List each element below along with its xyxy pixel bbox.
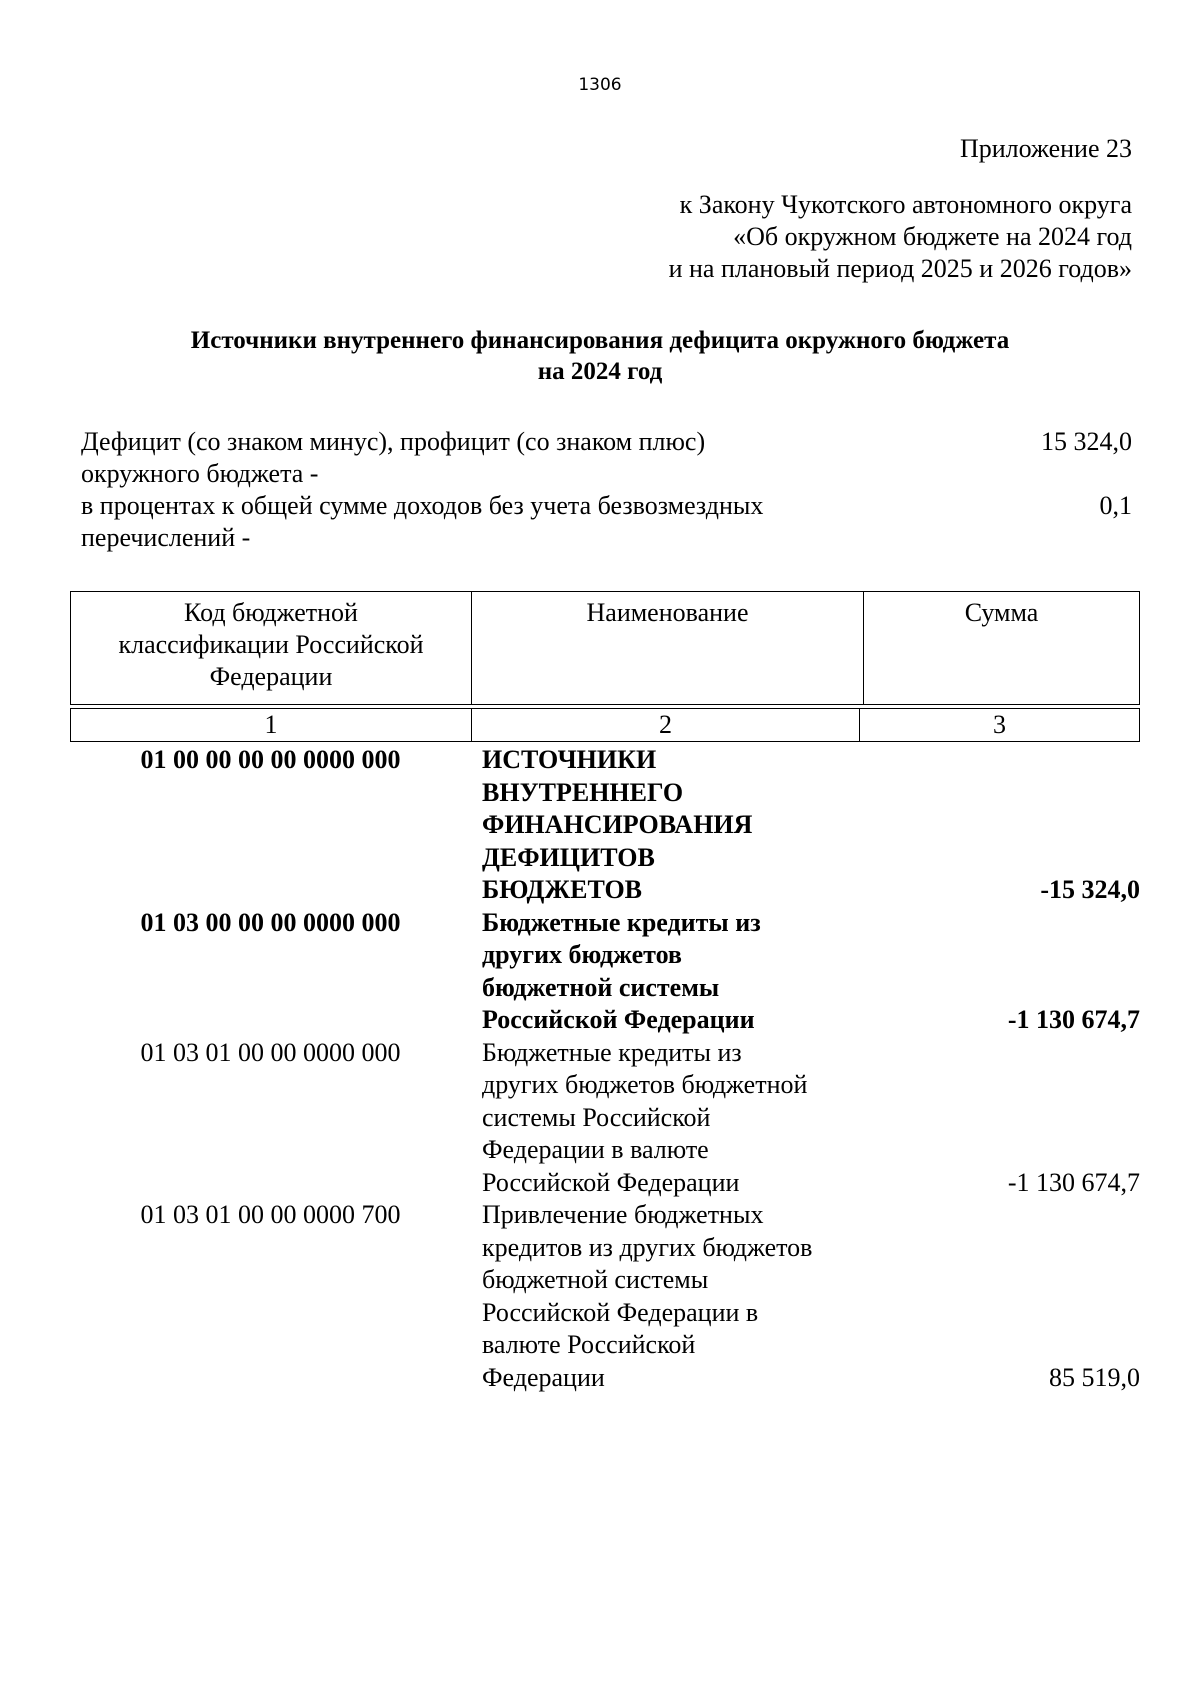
row-code: 01 03 01 00 00 0000 700 [140, 1200, 401, 1229]
header-code-column [71, 592, 472, 704]
row-name-line: Бюджетные кредиты из [482, 1037, 742, 1067]
row-name-line: ВНУТРЕННЕГО [482, 777, 684, 807]
row-code: 01 00 00 00 00 0000 000 [140, 745, 401, 774]
header-line: Наименование [586, 598, 749, 627]
document-title [0, 325, 1200, 387]
appendix-label: Приложение 23 [959, 134, 1132, 163]
row-name-line: ФИНАНСИРОВАНИЯ [482, 810, 753, 839]
row-code: 01 03 01 00 00 0000 000 [140, 1037, 401, 1067]
row-amount: -1 130 674,7 [1007, 1005, 1140, 1034]
title-line: на 2024 год [537, 358, 663, 385]
header-line: классификации Российской [118, 630, 424, 659]
row-name-line: Российской Федерации в [482, 1297, 759, 1327]
table-row [70, 744, 1140, 907]
row-name [482, 1037, 862, 1200]
row-name-line: Федерации в валюте [482, 1135, 709, 1164]
row-name-line: системы Российской [482, 1102, 711, 1132]
column-number: 3 [993, 710, 1006, 739]
header-name-column [472, 592, 864, 704]
summary-label-line: в процентах к общей сумме доходов без учета безвозмездных [81, 491, 764, 520]
row-name-line: бюджетной системы [482, 1265, 709, 1294]
page-number: 1306 [578, 75, 622, 95]
row-name-line: ДЕФИЦИТОВ [482, 842, 655, 872]
row-name [482, 1199, 862, 1394]
row-amount: -1 130 674,7 [1007, 1167, 1140, 1197]
summary-deficit-label [81, 426, 841, 490]
summary-label-line: перечислений - [81, 523, 251, 552]
table-body [70, 744, 1140, 1394]
row-name-line: Бюджетные кредиты из [482, 907, 761, 937]
row-name-line: Привлечение бюджетных [482, 1200, 764, 1229]
table-header [70, 591, 1140, 705]
law-line: к Закону Чукотского автономного округа [679, 190, 1132, 219]
row-name-line: Российской Федерации [482, 1167, 740, 1197]
law-line: «Об окружном бюджете на 2024 год [733, 222, 1132, 251]
title-line: Источники внутреннего финансирования дефицита окружного бюджета [190, 327, 1010, 354]
row-name-line: ИСТОЧНИКИ [482, 745, 657, 774]
row-code: 01 03 00 00 00 0000 000 [140, 907, 401, 937]
table-row [70, 1199, 1140, 1394]
header-line: Сумма [964, 598, 1039, 627]
table-row [70, 1037, 1140, 1200]
row-name-line: других бюджетов [482, 940, 682, 969]
row-amount: 85 519,0 [1049, 1362, 1140, 1392]
summary-deficit-value: 15 324,0 [1041, 427, 1132, 456]
header-line: Федерации [209, 662, 333, 691]
row-amount: -15 324,0 [1040, 875, 1140, 904]
table-row [70, 907, 1140, 1037]
header-line: Код бюджетной [184, 598, 358, 627]
row-name-line: БЮДЖЕТОВ [482, 875, 643, 904]
summary-label-line: Дефицит (со знаком минус), профицит (со знаком плюс) [81, 427, 706, 456]
row-name-line: валюте Российской [482, 1330, 696, 1359]
row-name [482, 907, 862, 1037]
column-number: 2 [472, 709, 860, 741]
row-name-line: Федерации [482, 1362, 605, 1392]
summary-deficit [81, 426, 1132, 490]
law-line: и на плановый период 2025 и 2026 годов» [668, 254, 1132, 283]
row-name [482, 744, 862, 907]
row-name-line: бюджетной системы [482, 972, 720, 1002]
row-name-line: других бюджетов бюджетной [482, 1070, 808, 1099]
summary-percent-value: 0,1 [1099, 491, 1132, 520]
summary-label-line: окружного бюджета - [81, 459, 319, 488]
summary-percent [81, 490, 1132, 554]
column-number: 1 [71, 709, 472, 741]
table-column-numbers [70, 708, 1140, 742]
summary-percent-label [81, 490, 841, 554]
header-amount-column [864, 592, 1139, 704]
law-reference [669, 189, 1132, 285]
row-name-line: Российской Федерации [482, 1005, 755, 1034]
row-name-line: кредитов из других бюджетов [482, 1232, 813, 1262]
